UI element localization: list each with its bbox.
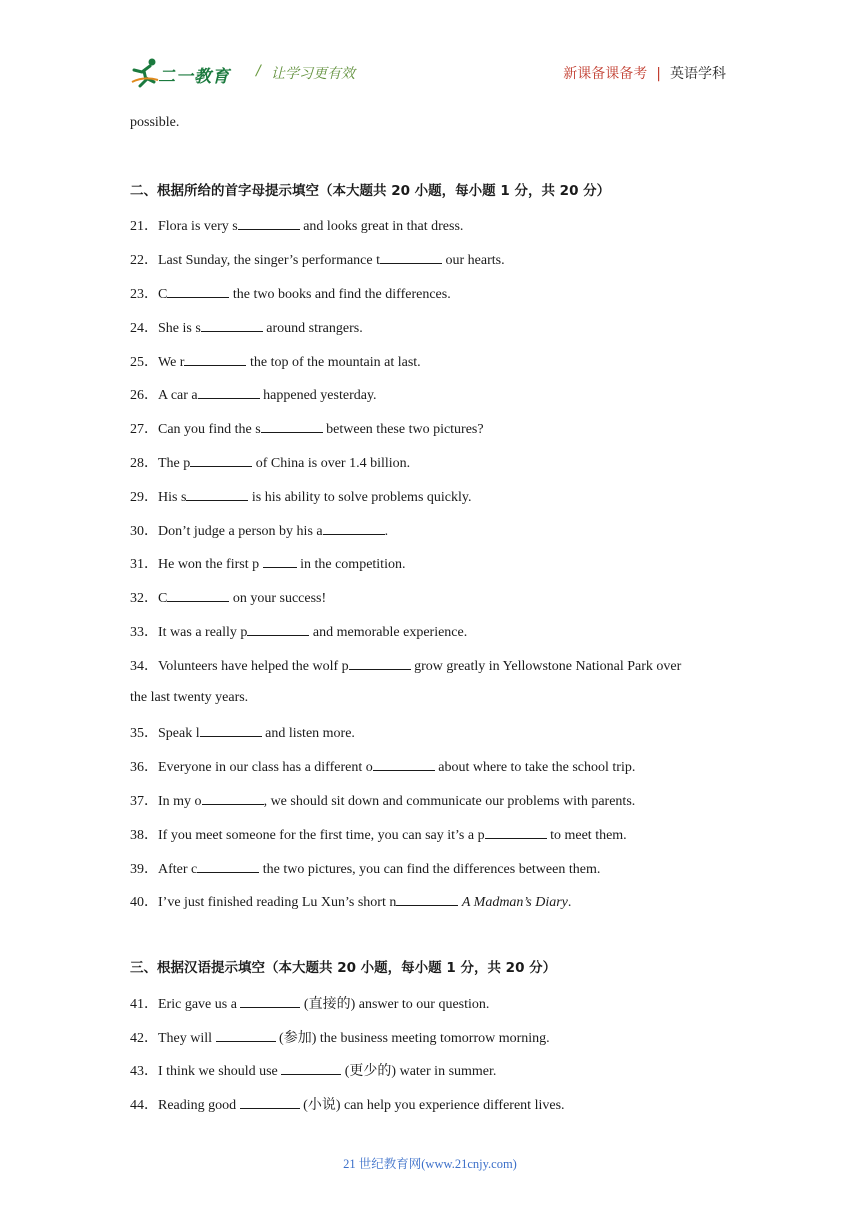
section-2-title: 二、根据所给的首字母提示填空（本大题共 20 小题，每小题 1 分，共 20 分）: [130, 182, 611, 199]
question-text-before: Volunteers have helped the wolf p: [158, 658, 349, 674]
header-divider: |: [656, 66, 661, 82]
answer-blank[interactable]: [167, 586, 229, 602]
question-item: [130, 519, 730, 553]
question-item: [130, 721, 730, 755]
answer-blank[interactable]: [201, 316, 263, 332]
question-text-before: He won the first p: [158, 557, 263, 573]
question-text-after: (更少的) water in summer.: [341, 1064, 497, 1080]
question-item: [130, 1093, 730, 1127]
question-text-before: Flora is very s: [158, 219, 238, 235]
question-number: 38．: [130, 827, 158, 843]
question-number: 32．: [130, 591, 158, 607]
answer-blank[interactable]: [247, 620, 309, 636]
question-text-before: She is s: [158, 320, 201, 336]
answer-blank[interactable]: [240, 992, 300, 1008]
continued-text: possible.: [130, 115, 180, 130]
question-text-before: We r: [158, 354, 185, 370]
question-number: 34．: [130, 658, 158, 674]
question-text-before: C: [158, 591, 168, 607]
answer-blank[interactable]: [323, 519, 385, 535]
answer-blank[interactable]: [396, 890, 458, 906]
answer-blank[interactable]: [190, 451, 252, 467]
question-number: 25．: [130, 354, 158, 370]
question-item: [130, 755, 730, 789]
answer-blank[interactable]: [200, 721, 262, 737]
answer-blank[interactable]: [197, 857, 259, 873]
question-number: 43．: [130, 1064, 158, 1080]
page-header: [130, 56, 726, 90]
question-text-after: on your success!: [229, 591, 327, 607]
question-text-after: .: [384, 523, 389, 539]
question-text-before: I’ve just finished reading Lu Xun’s short n: [158, 895, 397, 911]
question-text-before: It was a really p: [158, 624, 248, 640]
question-number: 37．: [130, 793, 158, 809]
answer-blank[interactable]: [198, 383, 260, 399]
question-text-before: Last Sunday, the singer’s performance t: [158, 253, 380, 269]
question-text-after: around strangers.: [262, 320, 363, 336]
section-3-items: [130, 992, 730, 1127]
book-title: A Madman’s Diary: [461, 895, 568, 911]
section-3-title: 三、根据汉语提示填空（本大题共 20 小题，每小题 1 分，共 20 分）: [130, 959, 557, 976]
question-item: [130, 451, 730, 485]
question-text-before: Don’t judge a person by his a: [158, 523, 323, 539]
question-number: 36．: [130, 760, 158, 776]
section-2-items: [130, 214, 730, 924]
question-item: [130, 823, 730, 857]
question-text-before: Can you find the s: [158, 422, 261, 438]
answer-blank[interactable]: [263, 552, 297, 568]
answer-blank[interactable]: [186, 485, 248, 501]
question-number: 21．: [130, 219, 158, 235]
question-item: [130, 214, 730, 248]
question-item: [130, 586, 730, 620]
question-number: 33．: [130, 624, 158, 640]
question-text-before: C: [158, 286, 168, 302]
spacer: [130, 147, 730, 181]
question-item: [130, 485, 730, 519]
question-text-after: (小说) can help you experience different lives.: [299, 1098, 565, 1114]
question-text-before: They will: [158, 1030, 216, 1046]
question-text-before: Everyone in our class has a different o: [158, 760, 373, 776]
question-item: [130, 857, 730, 891]
answer-blank[interactable]: [184, 350, 246, 366]
spacer: [130, 924, 730, 958]
question-text-before: Eric gave us a: [158, 996, 241, 1012]
question-number: 22．: [130, 253, 158, 269]
answer-blank[interactable]: [380, 248, 442, 264]
answer-blank[interactable]: [167, 282, 229, 298]
document-body: [130, 113, 730, 1127]
answer-blank[interactable]: [281, 1059, 341, 1075]
question-text-after: and looks great in that dress.: [299, 219, 464, 235]
question-number: 23．: [130, 286, 158, 302]
answer-blank[interactable]: [373, 755, 435, 771]
answer-blank[interactable]: [485, 823, 547, 839]
question-item: [130, 316, 730, 350]
question-item: [130, 282, 730, 316]
question-number: 41．: [130, 996, 158, 1012]
question-text-after: and listen more.: [261, 726, 355, 742]
question-text-after: in the competition.: [296, 557, 406, 573]
subject-label: 英语学科: [670, 66, 726, 82]
page-footer: 21 世纪教育网(www.21cnjy.com): [343, 1157, 517, 1171]
slogan-separator: /: [256, 63, 261, 79]
answer-blank[interactable]: [216, 1026, 276, 1042]
logo-text: 二一教育: [158, 67, 230, 87]
question-text-before: If you meet someone for the first time, you can say it’s a p: [158, 827, 485, 843]
question-text-after: happened yesterday.: [259, 388, 377, 404]
question-text-after: the two books and find the differences.: [229, 286, 451, 302]
question-item: [130, 890, 730, 924]
question-number: 35．: [130, 726, 158, 742]
question-item: [130, 383, 730, 417]
question-text-after: to meet them.: [546, 827, 627, 843]
question-number: 28．: [130, 455, 158, 471]
question-text-after: about where to take the school trip.: [434, 760, 636, 776]
course-label: 新课备课备考: [563, 66, 648, 82]
question-text-after: the two pictures, you can find the differences between them.: [259, 861, 601, 877]
question-text-before: His s: [158, 489, 187, 505]
question-number: 26．: [130, 388, 158, 404]
question-item: [130, 654, 730, 688]
question-text-after: of China is over 1.4 billion.: [252, 455, 411, 471]
question-text-after: , we should sit down and communicate our problems with parents.: [263, 793, 636, 809]
question-item: [130, 248, 730, 282]
question-text-after: is his ability to solve problems quickly.: [248, 489, 472, 505]
question-text-before: The p: [158, 455, 191, 471]
question-item: [130, 1026, 730, 1060]
question-item: [130, 620, 730, 654]
question-number: 24．: [130, 320, 158, 336]
runner-logo-icon: [130, 56, 160, 88]
answer-blank[interactable]: [349, 654, 411, 670]
question-continuation: the last twenty years.: [130, 689, 249, 705]
answer-blank[interactable]: [240, 1093, 300, 1109]
question-text-after: between these two pictures?: [322, 422, 484, 438]
header-right: [563, 63, 726, 83]
question-text-before: Speak l: [158, 726, 200, 742]
question-text-after: and memorable experience.: [309, 624, 468, 640]
question-number: 30．: [130, 523, 158, 539]
answer-blank[interactable]: [261, 417, 323, 433]
question-number: 39．: [130, 861, 158, 877]
question-item: [130, 1059, 730, 1093]
question-number: 42．: [130, 1030, 158, 1046]
question-text-after: grow greatly in Yellowstone National Park over: [410, 658, 682, 674]
slogan: 让学习更有效: [271, 66, 355, 82]
logo: [130, 56, 240, 88]
question-number: 44．: [130, 1098, 158, 1114]
question-item: [130, 992, 730, 1026]
question-text-before: I think we should use: [158, 1064, 282, 1080]
question-item: [130, 789, 730, 823]
question-text-before: A car a: [158, 388, 198, 404]
question-number: 29．: [130, 489, 158, 505]
question-number: 40．: [130, 895, 158, 911]
question-text-before: Reading good: [158, 1098, 240, 1114]
question-item: [130, 417, 730, 451]
question-text-after: (参加) the business meeting tomorrow morning.: [275, 1030, 550, 1046]
question-text-end: .: [567, 895, 572, 911]
question-number: 31．: [130, 557, 158, 573]
question-text-before: After c: [158, 861, 198, 877]
question-item: [130, 350, 730, 384]
question-item: [130, 552, 730, 586]
question-text-after: the top of the mountain at last.: [246, 354, 421, 370]
answer-blank[interactable]: [238, 214, 300, 230]
question-text-after: (直接的) answer to our question.: [300, 996, 490, 1012]
question-number: 27．: [130, 422, 158, 438]
answer-blank[interactable]: [202, 789, 264, 805]
question-text-before: In my o: [158, 793, 202, 809]
question-text-after: our hearts.: [442, 253, 505, 269]
